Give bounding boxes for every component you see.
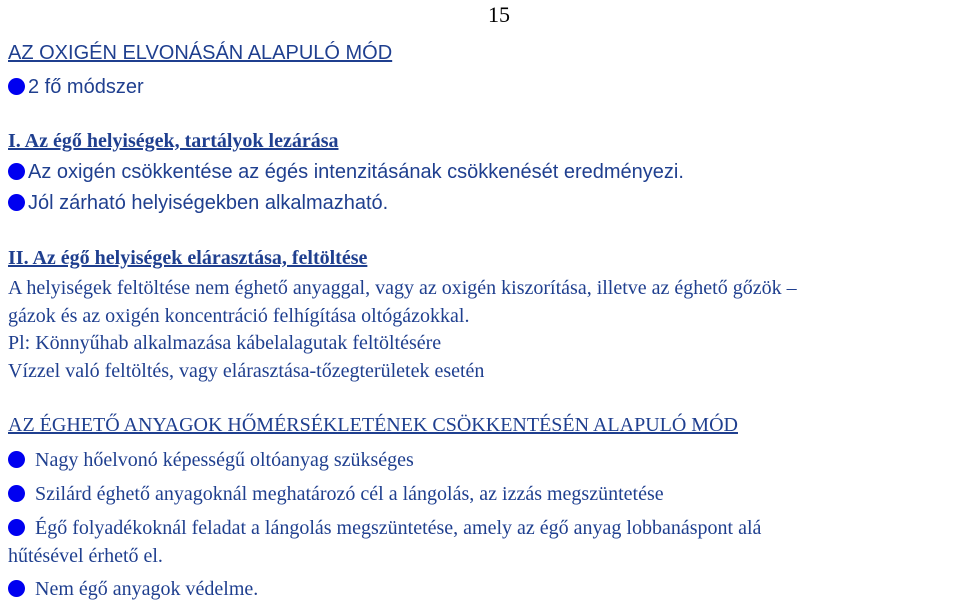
section-title-temperature: AZ ÉGHETŐ ANYAGOK HŐMÉRSÉKLETÉNEK CSÖKKENTÉSÉN ALAPULÓ MÓD [8, 414, 738, 436]
bullet-dot-icon [8, 163, 25, 180]
subheading-i: I. Az égő helyiségek, tartályok lezárása [8, 130, 339, 152]
bullet-dot-icon [8, 519, 25, 536]
list-item [8, 482, 664, 506]
list-item-text: Nem égő anyagok védelme. [35, 578, 259, 600]
paragraph-line: A helyiségek feltöltése nem éghető anyaggal, vagy az oxigén kiszorítása, illetve az éghető gőzök – [8, 277, 797, 299]
list-item-text: Nagy hőelvonó képességű oltóanyag szükséges [35, 449, 414, 471]
list-item [8, 191, 388, 215]
bullet-dot-icon [8, 485, 25, 502]
list-item [8, 160, 684, 184]
paragraph-line: Pl: Könnyűhab alkalmazása kábelalagutak feltöltésére [8, 332, 442, 354]
list-item-text: 2 fő módszer [28, 76, 144, 98]
list-item-text: Az oxigén csökkentése az égés intenzitásának csökkenését eredményezi. [28, 161, 684, 183]
list-item-text: Égő folyadékoknál feladat a lángolás megszüntetése, amely az égő anyag lobbanáspont alá [35, 517, 762, 539]
section-title-oxygen: AZ OXIGÉN ELVONÁSÁN ALAPULÓ MÓD [8, 42, 393, 64]
paragraph-line: hűtésével érhető el. [8, 545, 163, 567]
bullet-dot-icon [8, 194, 25, 211]
list-item [8, 516, 761, 540]
paragraph-line: gázok és az oxigén koncentráció felhígítása oltógázokkal. [8, 305, 470, 327]
list-item [8, 75, 144, 99]
bullet-dot-icon [8, 78, 25, 95]
page-number: 15 [488, 2, 510, 27]
list-item-text: Jól zárható helyiségekben alkalmazható. [28, 192, 389, 214]
bullet-dot-icon [8, 580, 25, 597]
paragraph-line: Vízzel való feltöltés, vagy elárasztása-tőzegterületek esetén [8, 360, 485, 382]
list-item-text: Szilárd éghető anyagoknál meghatározó cél a lángolás, az izzás megszüntetése [35, 483, 664, 505]
bullet-dot-icon [8, 451, 25, 468]
list-item [8, 448, 414, 472]
subheading-ii: II. Az égő helyiségek elárasztása, feltöltése [8, 247, 368, 269]
list-item [8, 577, 258, 601]
